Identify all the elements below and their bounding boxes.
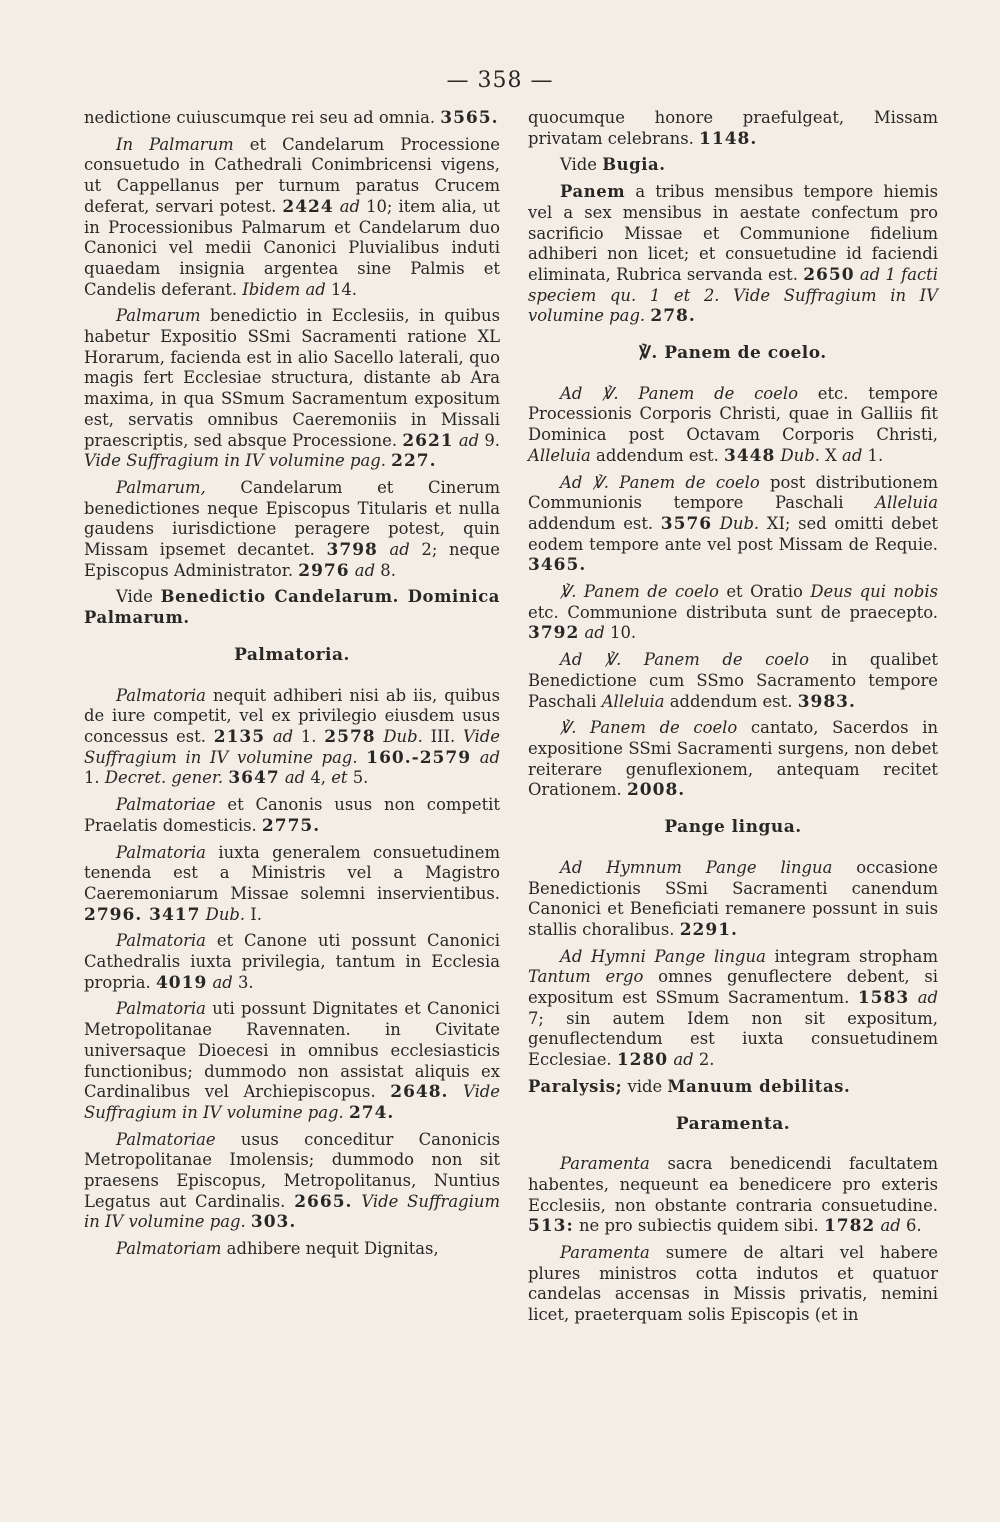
text-segment: ad	[453, 430, 480, 450]
text-segment: Decret. gener.	[104, 768, 229, 788]
text-segment: Palmarum,	[116, 477, 206, 497]
text-segment: nequit adhiberi nisi ab iis, quibus de iure competit, vel ex privilegio eiusdem usus concessus est.	[84, 685, 500, 746]
text-segment: 9.	[479, 430, 500, 450]
entry-paragraph	[528, 1077, 938, 1098]
text-segment: Palmatoria	[116, 999, 206, 1019]
text-segment: ad 1 facti speciem qu. 1 et 2. Vide Suffragium in IV volumine pag.	[528, 264, 938, 326]
entry-paragraph	[84, 478, 500, 582]
text-segment: Tantum ergo	[528, 967, 644, 987]
text-segment: Palmatoriae	[116, 795, 216, 815]
text-segment: Vide Suffragium in IV volumine pag.	[84, 726, 500, 767]
text-segment: Bugia.	[602, 155, 666, 175]
text-segment: Dub.	[775, 445, 820, 465]
text-segment: ad	[207, 972, 233, 992]
text-segment: vide	[622, 1076, 668, 1096]
text-segment: omnes genuflectere debent, si expositum est SSmum Sacramentum.	[528, 967, 938, 1008]
text-segment: Vide	[116, 587, 161, 607]
entry-paragraph	[528, 108, 938, 149]
text-segment: nedictione cuiuscumque rei seu ad omnia.	[84, 108, 441, 127]
text-segment: Vide Suffragium in IV volumine pag.	[84, 451, 392, 471]
decree-number: 3576	[660, 513, 713, 534]
decree-number: 278.	[650, 306, 696, 327]
decree-number: 1583	[857, 988, 910, 1009]
text-segment: ad	[349, 560, 376, 580]
entry-paragraph	[528, 1154, 938, 1237]
text-segment: et Canone uti possunt Canonici Cathedralis iuxta privilegia, tantum in Ecclesia propria.	[84, 931, 500, 992]
decree-number: 2135	[213, 726, 266, 747]
decree-number: 2621	[402, 430, 454, 451]
text-segment: Palmatoriae	[116, 1129, 216, 1149]
text-segment: Vide	[560, 155, 603, 175]
decree-number: 2291.	[679, 919, 738, 940]
decree-number: 2976	[298, 560, 350, 581]
text-segment: 14.	[325, 279, 357, 299]
text-segment: ad	[668, 1050, 694, 1070]
text-segment: cantato, Sacerdos in expositione SSmi Sacramenti surgens, non debet reiterare genuflexionem, antequam recitet Orationem.	[528, 718, 939, 800]
text-segment: Palmarum	[116, 306, 201, 326]
text-segment: 8.	[375, 560, 396, 580]
text-segment: Dub.	[712, 513, 760, 533]
decree-number: 2648.	[390, 1082, 449, 1103]
text-segment: addendum est.	[590, 445, 724, 465]
decree-number: 227.	[391, 451, 437, 472]
text-segment: Alleluia	[528, 445, 591, 465]
entry-paragraph	[528, 384, 938, 467]
entry-paragraph	[528, 947, 938, 1071]
text-segment: 1.	[84, 768, 105, 788]
entry-paragraph	[84, 931, 500, 993]
decree-number: 1280	[616, 1050, 669, 1071]
entry-paragraph	[528, 1243, 938, 1326]
decree-number: 3465.	[528, 555, 587, 576]
text-segment: occasione Benedictionis SSmi Sacramenti canendum Canonici et Beneficiati remanere possunt in suis stallis choralibus.	[528, 857, 938, 939]
decree-number: 1782	[823, 1216, 876, 1237]
text-segment: iuxta generalem consuetudinem tenenda est a Ministris vel a Magistro Caeremoniarum Missae solemni inservientibus.	[84, 842, 500, 903]
section-heading: ℣. Panem de coelo.	[639, 343, 827, 364]
text-segment: Paralysis;	[528, 1076, 623, 1096]
entry-paragraph	[84, 135, 500, 301]
text-segment: Ad ℣. Panem de coelo	[560, 383, 798, 403]
text-segment: in qualibet Benedictione cum SSmo Sacramento tempore Paschali	[528, 650, 938, 711]
text-segment: etc. tempore Processionis Corporis Christi, quae in Galliis fit Dominica post Octavam Corporis Christi,	[528, 383, 938, 445]
text-segment: 2.	[693, 1050, 715, 1070]
text-segment: Ad Hymni Pange lingua	[560, 946, 766, 966]
text-segment: ad	[279, 768, 306, 788]
entry-paragraph	[528, 155, 938, 176]
text-segment: Ad Hymnum Pange lingua	[560, 857, 833, 877]
text-segment: etc. Communione distributa sunt de praecepto.	[528, 602, 938, 622]
text-segment: 6.	[900, 1216, 922, 1236]
text-segment: et Canonis usus non competit Praelatis domesticis.	[84, 795, 500, 835]
text-segment: usus conceditur Canonicis Metropolitanae Imolensis; dummodo non sit praesens Episcopus, Metropolitanus, Nuntius Legatus aut Cardinalis.	[84, 1129, 500, 1211]
text-segment: In Palmarum	[116, 134, 234, 154]
text-segment: a tribus mensibus tempore hiemis vel a sex mensibus in aestate confectum pro sacrificio Missae et Communione fidelium adhiberi non licet; et consuetudine id faciendi eliminata, Rubrica servanda est.	[528, 182, 938, 284]
text-segment: 5.	[347, 768, 369, 788]
entry-paragraph	[84, 1239, 500, 1260]
text-segment: Panem	[560, 182, 626, 202]
text-segment: et Oratio	[718, 582, 811, 602]
entry-paragraph	[528, 650, 938, 712]
entry-paragraph	[84, 1130, 500, 1234]
decree-number: 303.	[250, 1212, 297, 1233]
text-segment: Alleluia	[875, 493, 938, 513]
decree-number: 3565.	[440, 108, 499, 128]
text-segment: sacra benedicendi facultatem habentes, nequeunt ea benedicere pro exteris Ecclesiis, non obstante contraria consuetudine.	[528, 1154, 938, 1215]
text-segment: Ad ℣. Panem de coelo	[560, 650, 809, 670]
text-segment: Candelarum et Cinerum benedictiones neque Episcopus Titularis et nulla gaudens iurisdictione peragere potest, quin Missam ipsemet decantet.	[84, 477, 500, 560]
text-segment: benedictio in Ecclesiis, in quibus habetur Expositio SSmi Sacramenti ratione XL Horarum, facienda est in alio Sacello laterali, quo magis fert Ecclesiae structura, distante ab Ara maxima, in qua SSmum Sacramentum expositum est, servatis omnibus Caeremoniis in Missali praescriptis, sed absque Processione.	[84, 306, 500, 450]
text-segment: sumere de altari vel habere plures ministros cotta indutos et quatuor candelas accensas in Missis privatis, nemini licet, praeterquam solis Episcopis (et in	[528, 1243, 938, 1325]
text-segment: Manuum debilitas.	[667, 1076, 851, 1096]
decree-number: 274.	[348, 1102, 395, 1123]
text-segment: et	[331, 768, 348, 788]
decree-number: 2775.	[261, 815, 321, 836]
text-segment: Dub.	[200, 904, 246, 924]
text-segment: ℣. Panem de coelo	[560, 582, 719, 602]
text-segment: 1.	[293, 726, 325, 746]
text-segment: Palmatoria	[116, 685, 206, 705]
decree-number: 2650	[803, 264, 855, 285]
text-segment: Ad ℣. Panem de coelo	[560, 472, 760, 492]
text-segment: Paramenta	[560, 1243, 650, 1263]
left-column	[84, 108, 500, 1266]
text-segment: 7; sin autem Idem non sit expositum, genuflectendum est iuxta consuetudinem Ecclesiae.	[528, 1008, 938, 1070]
decree-number: 2008.	[626, 780, 686, 801]
text-segment: ad	[875, 1216, 901, 1236]
text-segment: 3.	[232, 972, 254, 992]
page-number: — 358 —	[446, 68, 554, 93]
text-segment: ad	[471, 747, 500, 767]
text-segment: ad	[333, 196, 361, 216]
decree-number: 2578	[324, 726, 376, 747]
entry-paragraph	[84, 843, 500, 926]
text-segment: Deus qui nobis	[810, 582, 938, 602]
section-heading: Palmatoria.	[234, 644, 350, 665]
entry-paragraph	[528, 473, 938, 577]
entry-paragraph	[84, 306, 500, 472]
text-segment: Palmatoriam	[116, 1239, 222, 1259]
text-segment: 4,	[305, 768, 332, 788]
entry-paragraph	[528, 718, 938, 801]
text-segment: Palmatoria	[116, 931, 206, 951]
text-segment: ℣. Panem de coelo	[560, 718, 738, 738]
text-segment: 10.	[604, 623, 637, 643]
text-segment: I.	[245, 904, 262, 924]
decree-number: 2665.	[294, 1191, 353, 1212]
entry-paragraph	[84, 108, 500, 129]
text-segment: 1.	[862, 445, 884, 465]
decree-number: 3448	[724, 445, 776, 466]
text-segment: addendum est.	[664, 691, 798, 711]
decree-number: 1148.	[699, 128, 758, 149]
text-segment: X	[819, 445, 843, 465]
text-segment: Palmatoria	[116, 842, 206, 862]
entry-paragraph	[84, 999, 500, 1123]
text-segment: ad	[377, 540, 410, 560]
text-segment: addendum est.	[528, 513, 661, 533]
decree-number: 2796. 3417	[84, 904, 201, 925]
text-segment: Vide Suffragium in IV volumine pag.	[84, 1082, 501, 1122]
text-segment: ad	[265, 726, 294, 746]
decree-number: 3792	[528, 623, 580, 644]
text-segment: Vide Suffragium in IV volumine pag.	[84, 1191, 500, 1232]
decree-number: 4019	[155, 972, 208, 993]
decree-number: 160.-2579	[366, 747, 472, 768]
decree-number: 3798	[326, 540, 378, 561]
entry-paragraph	[528, 182, 938, 327]
text-segment: uti possunt Dignitates et Canonici Metropolitanae Ravennaten. in Civitate universaque Dioecesi in omnibus ecclesiasticis functionibus; dummodo non assistat aliquis ex Cardinalibus vel Archiepiscopus.	[84, 999, 500, 1102]
section-heading: Paramenta.	[675, 1113, 791, 1134]
text-segment: ad	[909, 988, 938, 1008]
section-heading: Pange lingua.	[664, 817, 802, 838]
text-segment: Benedictio Candelarum. Dominica Palmarum.	[84, 587, 500, 628]
text-segment: 10; item alia, ut in Processionibus Palmarum et Candelarum duo Canonici vel medii Canonici Pluvialibus induti quaedam insignia argentea sine Palmis et Candelis deferant.	[84, 196, 501, 299]
text-segment: ad	[579, 623, 605, 643]
text-segment: post distributionem Communionis tempore Paschali	[528, 472, 938, 513]
decree-number: 2424	[282, 196, 334, 217]
entry-paragraph	[84, 686, 500, 790]
text-segment: Dub.	[375, 726, 423, 746]
text-segment: XI; sed omitti debet eodem tempore ante vel post Missam de Requie.	[528, 513, 938, 554]
entry-paragraph	[84, 795, 500, 836]
text-segment: et Candelarum Processione consuetudo in Cathedrali Conimbricensi vigens, ut Cappellanus per turnum paratus Crucem deferat, servari potest.	[84, 134, 501, 216]
text-segment: adhibere nequit Dignitas,	[221, 1239, 439, 1259]
text-segment: III.	[422, 726, 463, 746]
entry-paragraph	[528, 858, 938, 941]
text-segment: ne pro subiectis quidem sibi.	[573, 1216, 824, 1236]
text-segment: Alleluia	[601, 691, 665, 711]
text-segment: 2; neque Episcopus Administrator.	[84, 540, 500, 580]
text-segment: integram stropham	[765, 946, 939, 966]
decree-number: 513:	[528, 1216, 574, 1237]
entry-paragraph	[528, 582, 938, 644]
text-segment: Ibidem ad	[242, 279, 326, 299]
decree-number: 3647	[228, 768, 280, 789]
text-segment: Paramenta	[560, 1154, 650, 1174]
right-column	[528, 108, 938, 1332]
decree-number: 3983.	[797, 691, 856, 712]
entry-paragraph	[84, 587, 500, 628]
text-segment: ad	[842, 445, 863, 465]
text-segment: quocumque honore praefulgeat, Missam privatam celebrans.	[528, 108, 938, 148]
